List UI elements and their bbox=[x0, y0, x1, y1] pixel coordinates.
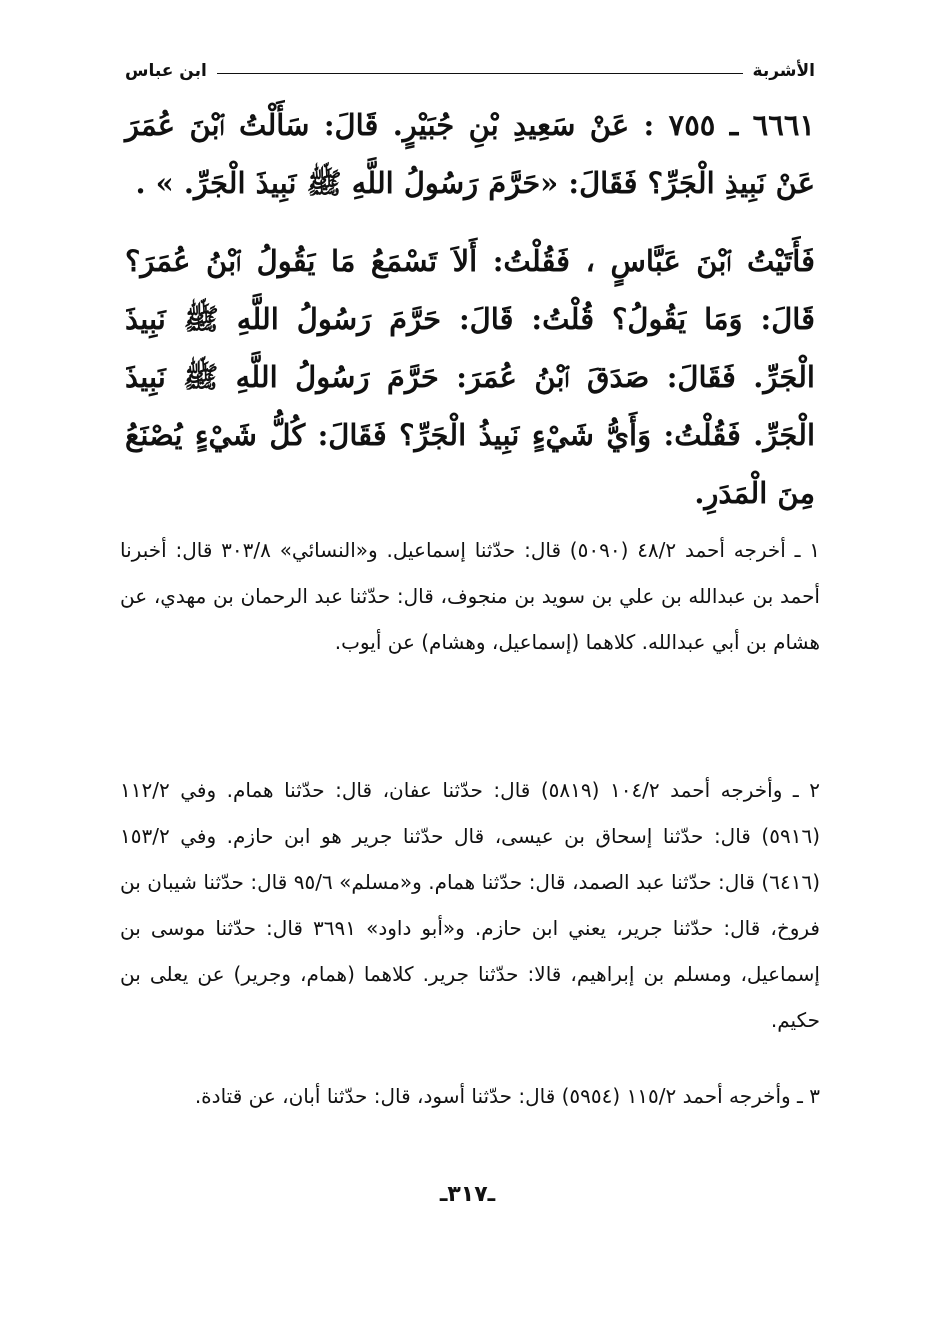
header-rule bbox=[217, 73, 743, 74]
page-number: ـ٣١٧ـ bbox=[439, 1182, 496, 1207]
running-header bbox=[125, 56, 815, 86]
hadith-text-main: ٦٦٦١ ـ ٧٥٥ : عَنْ سَعِيدِ بْنِ جُبَيْرٍ. قَالَ: سَأَلْتُ ٱبْنَ عُمَرَ عَنْ نَبِيذِ الْجَرِّ؟ فَقَالَ: «حَرَّمَ رَسُولُ اللَّهِ ﷺ نَبِيذَ الْجَرِّ. » . bbox=[125, 108, 815, 200]
footnote-2: ٢ ـ وأخرجه أحمد ١٠٤/٢ (٥٨١٩) قال: حدّثنا عفان، قال: حدّثنا همام. وفي ١١٢/٢ (٥٩١٦) قال: حدّثنا إسحاق بن عيسى، قال حدّثنا جرير هو ابن حازم. وفي ١٥٣/٢ (٦٤١٦) قال: حدّثنا عبد الصمد، قال: حدّثنا همام. و«مسلم» ٩٥/٦ قال: حدّثنا شيبان بن فروخ، قال: حدّثنا جرير، يعني ابن حازم. و«أبو داود» ٣٦٩١ قال: حدّثنا موسى بن إسماعيل، ومسلم بن إبراهيم، قالا: حدّثنا جرير. كلاهما (همام، وجرير) عن يعلى بن حكيم. bbox=[120, 778, 820, 1032]
footnote-3: ٣ ـ وأخرجه أحمد ١١٥/٢ (٥٩٥٤) قال: حدّثنا أسود، قال: حدّثنا أبان، عن قتادة. bbox=[194, 1084, 820, 1108]
hadith-text-continuation: فَأَتَيْتُ ٱبْنَ عَبَّاسٍ ، فَقُلْتُ: أَلاَ تَسْمَعُ مَا يَقُولُ ٱبْنُ عُمَرَ؟ قَالَ: وَمَا يَقُولُ؟ قُلْتُ: قَالَ: حَرَّمَ رَسُولُ اللَّهِ ﷺ نَبِيذَ الْجَرِّ. فَقَالَ: صَدَقَ ٱبْنُ عُمَرَ: حَرَّمَ رَسُولُ اللَّهِ ﷺ نَبِيذَ الْجَرِّ. فَقُلْتُ: وَأَيُّ شَيْءٍ نَبِيذُ الْجَرِّ؟ فَقَالَ: كُلُّ شَيْءٍ يُصْنَعُ مِنَ الْمَدَرِ. bbox=[125, 244, 815, 510]
chapter-title: الأشربة bbox=[752, 61, 815, 81]
footnote-1: ١ ـ أخرجه أحمد ٤٨/٢ (٥٠٩٠) قال: حدّثنا إسماعيل. و«النسائي» ٣٠٣/٨ قال: أخبرنا أحمد بن عبدالله بن علي بن سويد بن منجوف، قال: حدّثنا عبد الرحمان بن مهدي، عن هشام بن أبي عبدالله. كلاهما (إسماعيل، وهشام) عن أيوب. bbox=[120, 538, 820, 654]
section-title: ابن عباس bbox=[125, 61, 207, 81]
